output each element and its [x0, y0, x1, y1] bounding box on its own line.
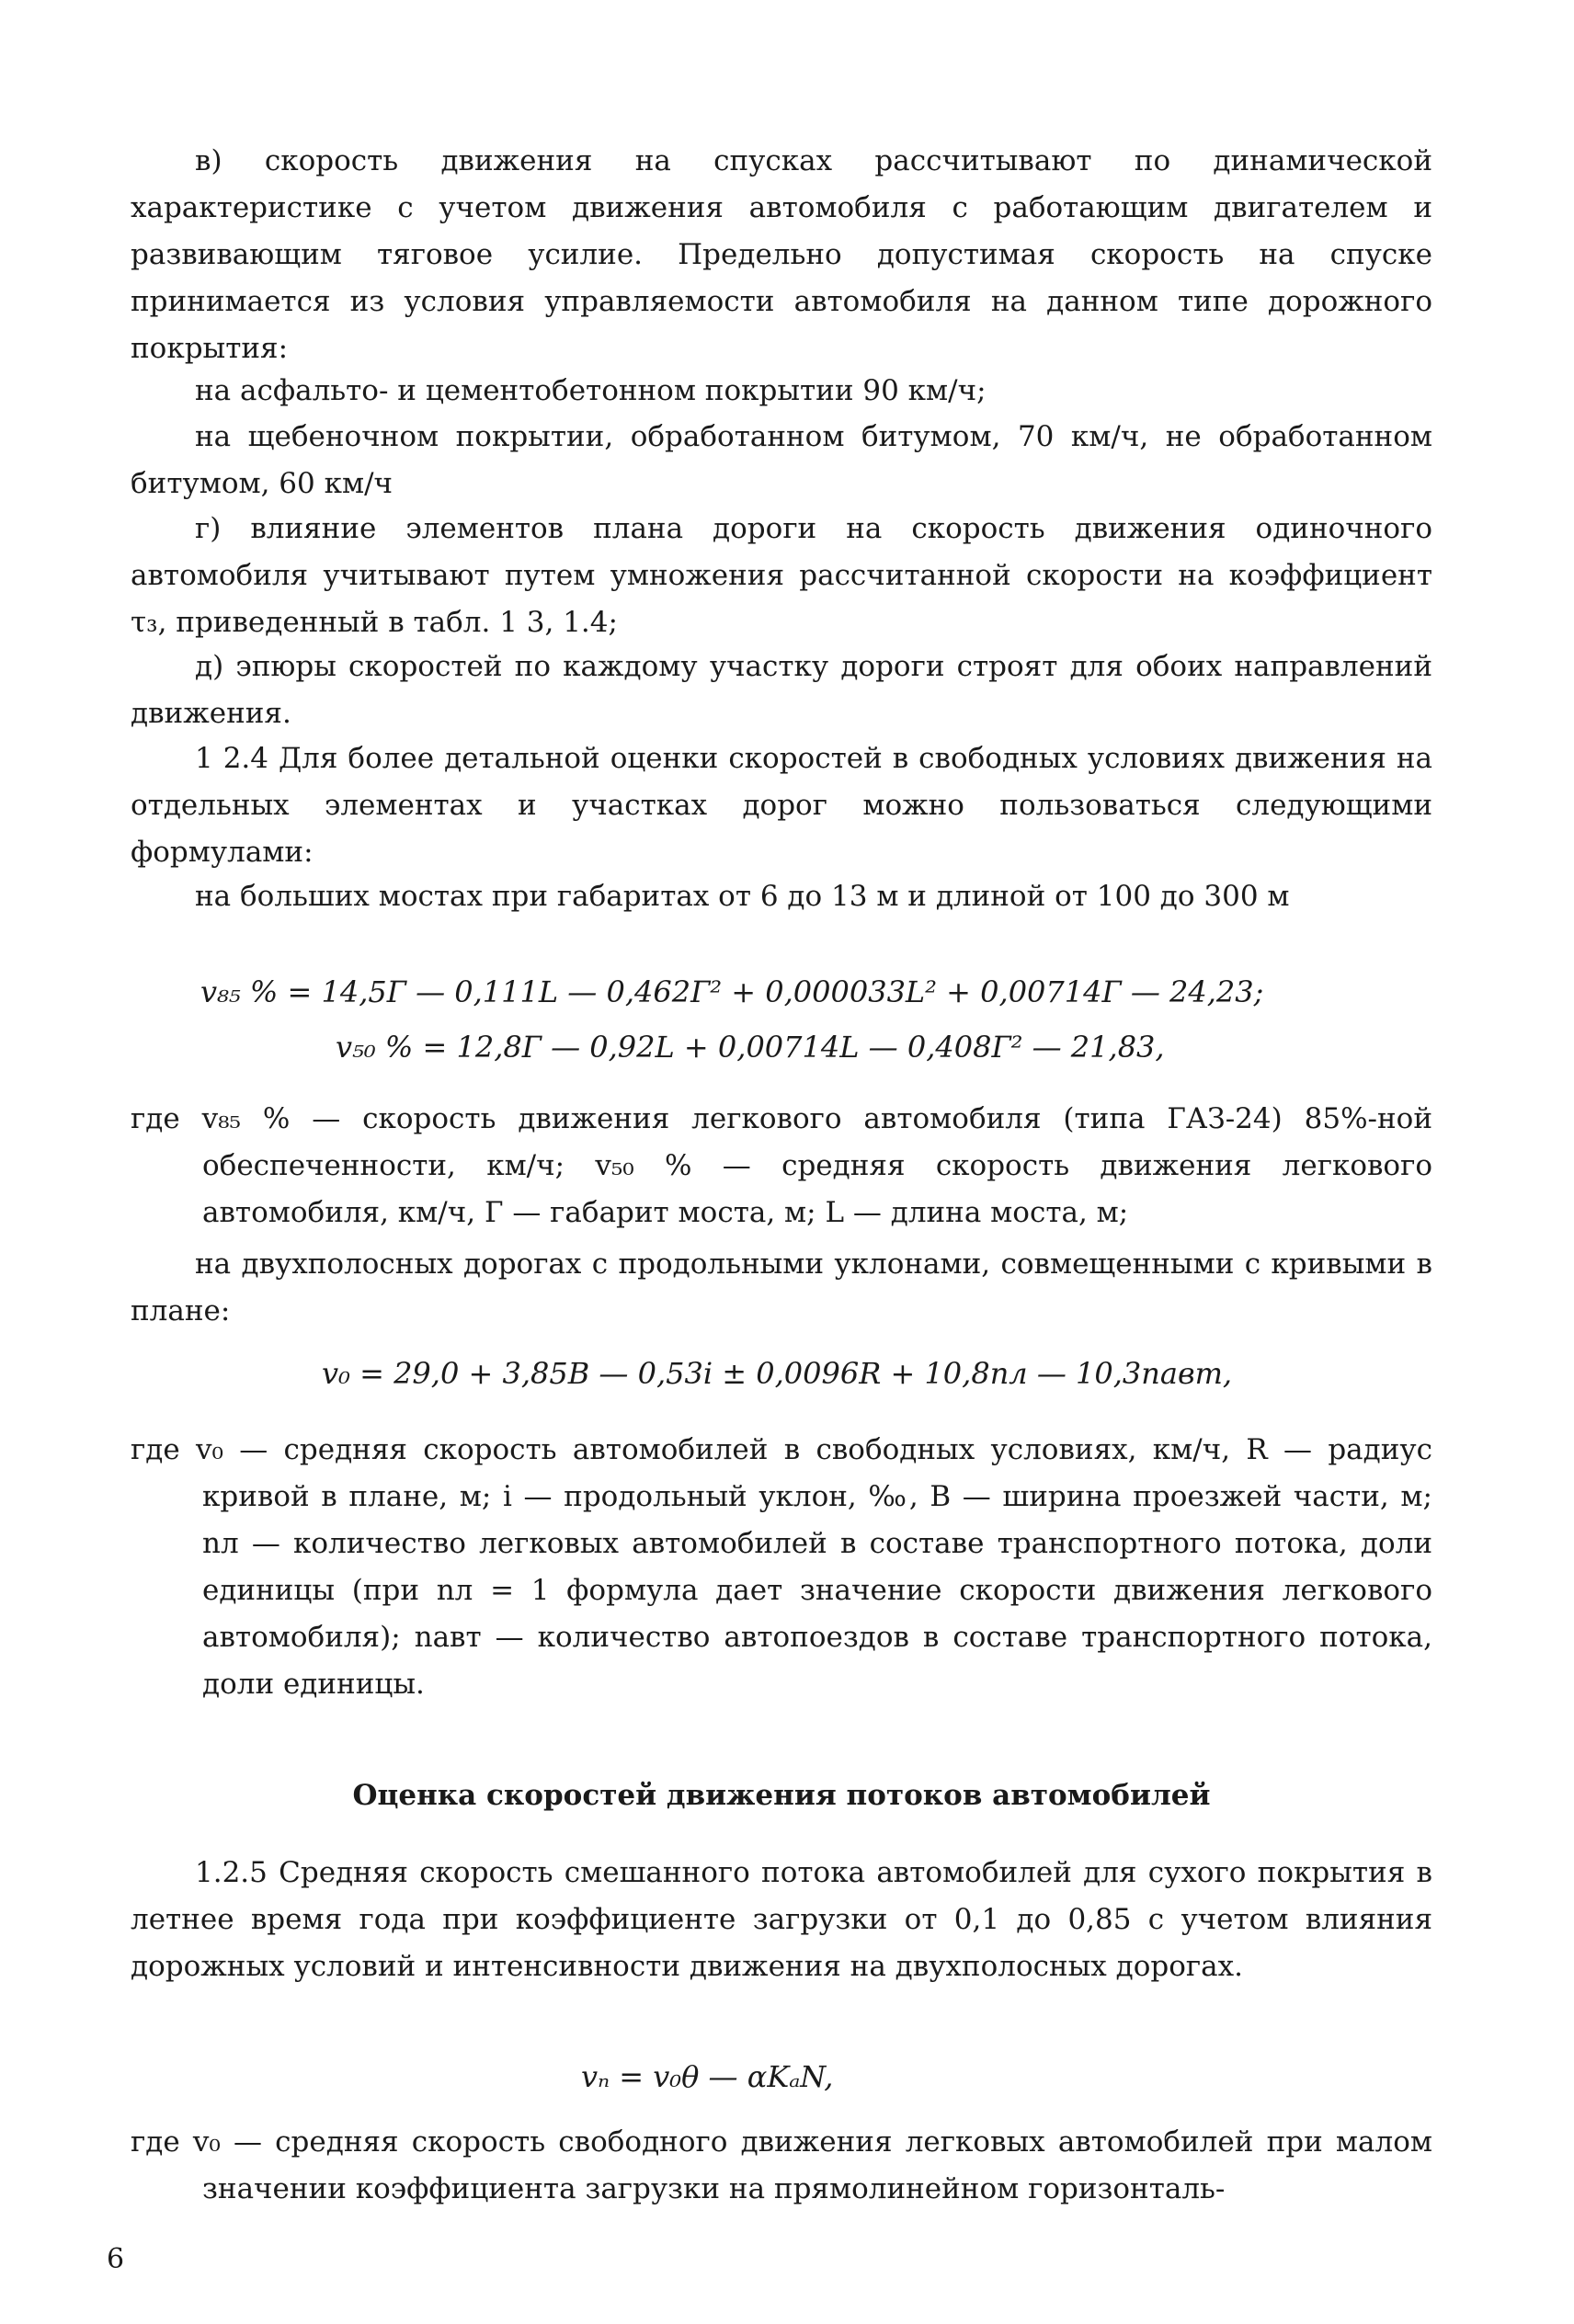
formula-v85: v₈₅ % = 14,5Г — 0,111L — 0,462Г² + 0,000033L² + 0,00714Г — 24,23; — [200, 974, 1264, 1009]
formula-legend-bridges: где v₈₅ % — скорость движения легкового автомобиля (типа ГАЗ-24) 85%-ной обеспеченности, км/ч; v₅₀ % — средняя скорость движения легкового автомобиля, км/ч, Г — габарит моста, м; L — длина моста, м; — [131, 1102, 1432, 1229]
paragraph-item-d: д) эпюры скоростей по каждому участку дороги строят для обоих направлений движения. — [131, 650, 1432, 730]
formula-v50: v₅₀ % = 12,8Г — 0,92L + 0,00714L — 0,408Г² — 21,83, — [336, 1030, 1165, 1065]
formula-legend-flow: где v₀ — средняя скорость свободного движения легковых автомобилей при малом значении коэффициента загрузки на прямолинейном горизонталь- — [131, 2125, 1432, 2205]
paragraph-bridges: на больших мостах при габаритах от 6 до 13 м и длиной от 100 до 300 м — [195, 880, 1290, 913]
section-heading: Оценка скоростей движения потоков автомобилей — [352, 1779, 1211, 1812]
paragraph-item-g: г) влияние элементов плана дороги на скорость движения одиночного автомобиля учитывают путем умножения рассчитанной скорости на коэффициент τ₃, приведенный в табл. 1 3, 1.4; — [131, 512, 1432, 639]
paragraph-section-1-2-4: 1 2.4 Для более детальной оценки скоростей в свободных условиях движения на отдельных элементах и участках дорог можно пользоваться следующими формулами: — [131, 742, 1432, 869]
paragraph-section-1-2-5: 1.2.5 Средняя скорость смешанного потока автомобилей для сухого покрытия в летнее время года при коэффициенте загрузки от 0,1 до 0,85 с учетом влияния дорожных условий и интенсивности движения на двухполосных дорогах. — [131, 1856, 1432, 1983]
paragraph-item-v: в) скорость движения на спусках рассчитывают по динамической характеристике с учетом движения автомобиля с работающим двигателем и развивающим тяговое усилие. Предельно допустимая скорость на спуске принимается из условия управляемости автомобиля на данном типе дорожного покрытия: — [131, 144, 1432, 365]
page-number: 6 — [107, 2243, 125, 2275]
formula-vn: vₙ = v₀θ — αKₐN, — [581, 2059, 834, 2094]
formula-v0: v₀ = 29,0 + 3,85B — 0,53i ± 0,0096R + 10,8nл — 10,3nавт, — [322, 1356, 1233, 1391]
formula-legend-two-lane: где v₀ — средняя скорость автомобилей в свободных условиях, км/ч, R — радиус кривой в плане, м; i — продольный уклон, ‰, B — ширина проезжей части, м; nл — количество легковых автомобилей в составе транспортного потока, доли единицы (при nл = 1 формула дает значение скорости движения легкового автомобиля); nавт — количество автопоездов в составе транспортного потока, доли единицы. — [131, 1433, 1432, 1701]
paragraph-two-lane-roads: на двухполосных дорогах с продольными уклонами, совмещенными с кривыми в плане: — [131, 1247, 1432, 1327]
paragraph-gravel-speed: на щебеночном покрытии, обработанном битумом, 70 км/ч, не обработанном битумом, 60 км/ч — [131, 420, 1432, 500]
paragraph-asphalt-speed: на асфальто- и цементобетонном покрытии 90 км/ч; — [195, 374, 987, 407]
